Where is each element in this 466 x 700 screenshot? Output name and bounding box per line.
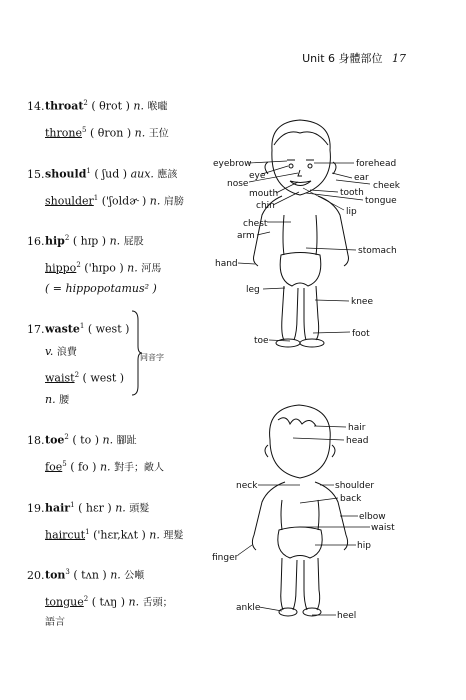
- label-back: back: [340, 494, 362, 504]
- label-mouth: mouth: [249, 189, 279, 199]
- entry-number: 14.: [27, 99, 45, 113]
- meaning: 頭髮: [129, 503, 150, 515]
- related-word: waist: [45, 371, 75, 385]
- level: 1: [79, 322, 85, 330]
- level: 5: [62, 459, 67, 468]
- pos: n.: [110, 568, 121, 582]
- entry-word: toe: [45, 433, 65, 447]
- related-word: tongue: [45, 595, 84, 609]
- label-heel: heel: [337, 611, 357, 621]
- entry-number: 19.: [27, 501, 45, 515]
- meaning: 腳趾: [116, 435, 137, 447]
- pron: ('hɪpo ): [84, 261, 124, 275]
- entry-word: should: [45, 167, 87, 181]
- pron: ( θrot ): [91, 99, 130, 113]
- entry-number: 18.: [27, 433, 45, 447]
- related-word: haircut: [45, 528, 86, 542]
- label-eye: eye: [249, 171, 266, 181]
- level: 2: [76, 260, 81, 269]
- related-word: shoulder: [45, 194, 94, 208]
- meaning: 應該: [157, 169, 178, 181]
- meaning: 河馬: [141, 263, 162, 275]
- pos: n.: [115, 501, 126, 515]
- label-tooth: tooth: [340, 188, 364, 198]
- label-stomach: stomach: [358, 246, 397, 256]
- entry-number: 20.: [27, 568, 45, 582]
- pron: ( hɛr ): [78, 501, 112, 515]
- pron: ( fo ): [70, 460, 97, 474]
- related-word: throne: [45, 126, 82, 140]
- front-child-figure: [254, 120, 349, 347]
- pron: ( θron ): [89, 126, 132, 140]
- label-foot: foot: [352, 329, 370, 339]
- entry-word: hair: [45, 501, 71, 515]
- label-hip: hip: [357, 541, 371, 551]
- homophone-label: 同音字: [140, 353, 164, 362]
- label-arm: arm: [237, 231, 255, 241]
- meaning: 舌頭；: [142, 597, 173, 609]
- header-title: Unit 6 身體部位: [302, 52, 383, 65]
- label-cheek: cheek: [373, 181, 400, 191]
- entry-number: 15.: [27, 167, 45, 181]
- pron: ('hɛr,kʌt ): [93, 528, 146, 542]
- related-word: foe: [45, 460, 63, 474]
- level: 2: [74, 370, 80, 379]
- pron: ( west ): [87, 322, 130, 336]
- level: 1: [86, 167, 91, 175]
- meaning: 公噸: [124, 570, 145, 582]
- label-lip: lip: [346, 207, 357, 217]
- level: 2: [64, 234, 70, 242]
- label-eyebrow: eyebrow: [213, 159, 252, 169]
- level: 2: [83, 594, 89, 603]
- pos: v.: [45, 344, 54, 358]
- entry-number: 17.: [27, 322, 45, 336]
- label-ankle: ankle: [236, 603, 261, 613]
- meaning: 喉嚨: [147, 101, 168, 113]
- label-chin: chin: [256, 201, 275, 211]
- meaning: 浪費: [56, 346, 77, 358]
- pos: aux.: [130, 167, 154, 181]
- label-tongue: tongue: [365, 196, 397, 206]
- pron: ( tʌŋ ): [91, 595, 126, 609]
- label-chest: chest: [243, 219, 268, 229]
- page-number: 17: [392, 52, 406, 65]
- pos: n.: [45, 393, 56, 407]
- entry-word: waste: [45, 322, 80, 336]
- pos: n.: [128, 595, 140, 609]
- label-shoulder: shoulder: [335, 481, 375, 491]
- label-head: head: [346, 436, 369, 446]
- meaning: 肩膀: [163, 196, 184, 208]
- label-neck: neck: [236, 481, 258, 491]
- level: 2: [64, 433, 69, 441]
- label-hair: hair: [348, 423, 366, 433]
- meaning: 王位: [148, 128, 169, 140]
- pron: ( west ): [82, 371, 125, 385]
- meaning: 腰: [59, 395, 70, 407]
- pos: n.: [134, 126, 146, 140]
- level: 5: [81, 125, 87, 134]
- entry-word: throat: [45, 99, 84, 113]
- meaning: 對手；敵人: [114, 462, 165, 474]
- level: 3: [65, 568, 70, 576]
- continuation: 語言: [45, 617, 65, 629]
- label-nose: nose: [227, 179, 249, 189]
- pos: n.: [149, 528, 160, 542]
- pron: ('ʃoldɚ ): [101, 194, 147, 208]
- pos: n.: [109, 234, 121, 248]
- meaning: 屁股: [123, 236, 144, 248]
- pos: n.: [127, 261, 138, 275]
- level: 2: [83, 99, 88, 107]
- label-knee: knee: [351, 297, 373, 307]
- label-waist: waist: [371, 523, 395, 533]
- label-finger: finger: [212, 553, 239, 563]
- meaning: 理髮: [163, 530, 184, 542]
- note: ( = hippopotamus² ): [45, 282, 157, 296]
- pron: ( hɪp ): [72, 234, 107, 248]
- back-child-figure: [252, 405, 347, 616]
- label-leg: leg: [246, 285, 260, 295]
- level: 1: [85, 527, 90, 536]
- entry-word: hip: [45, 234, 65, 248]
- level: 1: [93, 193, 99, 202]
- entry-word: ton: [45, 568, 66, 582]
- pron: ( ʃud ): [94, 167, 128, 181]
- label-toe: toe: [254, 336, 269, 346]
- pos: n.: [102, 433, 114, 447]
- pos: n.: [149, 194, 161, 208]
- pron: ( tʌn ): [73, 568, 107, 582]
- label-ear: ear: [354, 173, 369, 183]
- pos: n.: [133, 99, 144, 113]
- label-forehead: forehead: [356, 159, 397, 169]
- entry-number: 16.: [27, 234, 45, 248]
- label-elbow: elbow: [359, 512, 386, 522]
- pos: n.: [99, 460, 111, 474]
- related-word: hippo: [45, 261, 77, 275]
- label-hand: hand: [215, 259, 238, 269]
- pron: ( to ): [72, 433, 100, 447]
- level: 1: [70, 501, 75, 509]
